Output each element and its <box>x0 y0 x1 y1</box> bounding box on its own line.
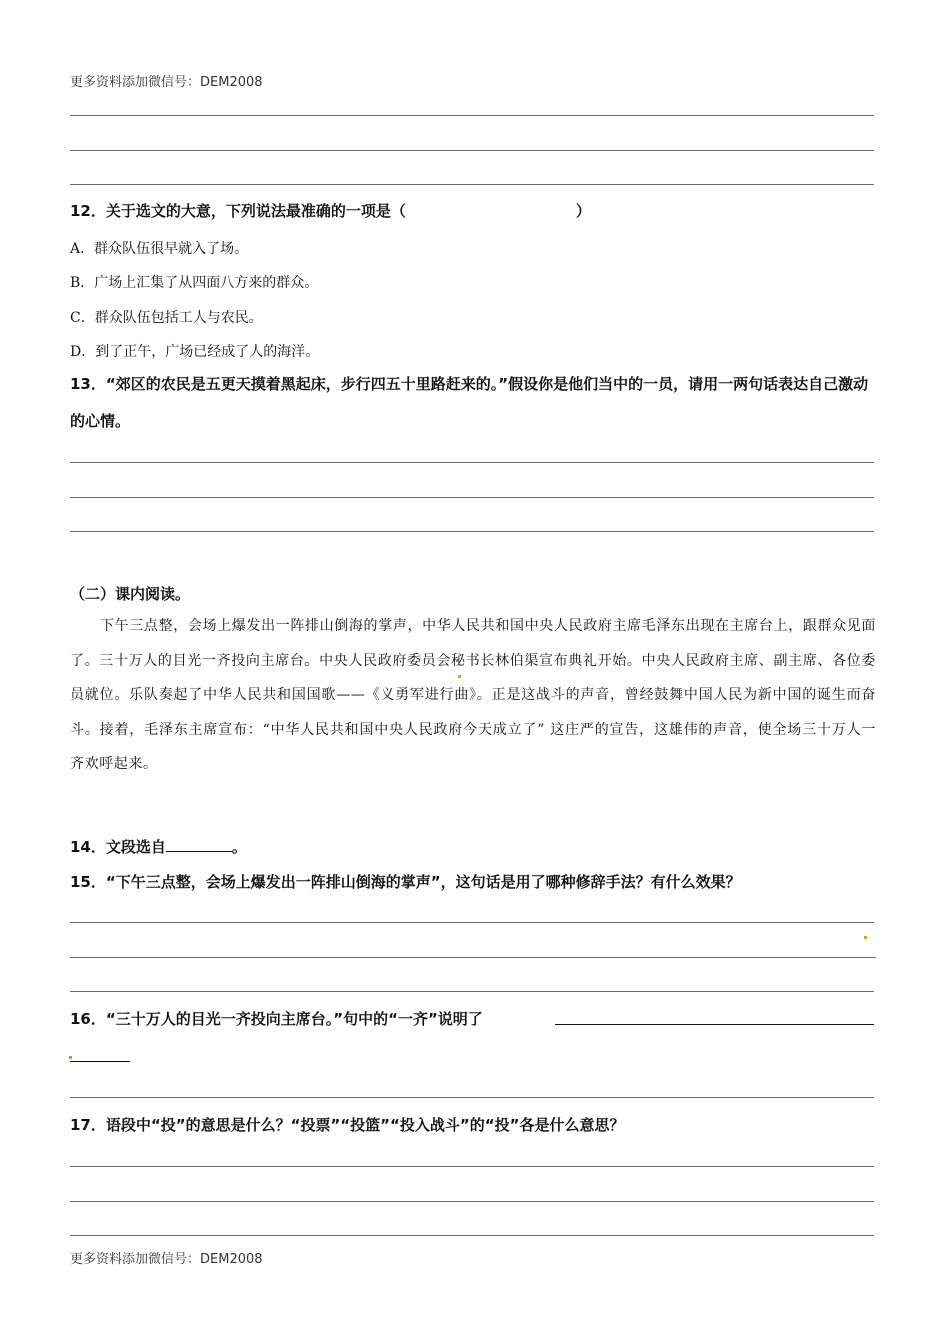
answer-line[interactable] <box>70 150 874 151</box>
answer-line[interactable] <box>70 957 876 958</box>
option-c[interactable]: C．群众队伍包括工人与农民。 <box>70 310 263 326</box>
question-12 <box>70 193 876 230</box>
answer-line[interactable] <box>70 531 874 532</box>
section-title: （二）课内阅读。 <box>70 585 191 603</box>
option-d[interactable]: D．到了正午，广场已经成了人的海洋。 <box>70 344 320 360</box>
stray-mark <box>69 1056 72 1059</box>
question-16-stem: 16．“三十万人的目光一齐投向主席台。”句中的“一齐”说明了 <box>70 1010 483 1028</box>
question-16-answer-blank-continued[interactable] <box>70 1061 130 1062</box>
reading-passage <box>70 609 876 782</box>
answer-line[interactable] <box>70 497 874 498</box>
question-14-stem: 14．文段选自 <box>70 838 166 856</box>
question-16 <box>70 1001 876 1038</box>
answer-line[interactable] <box>70 1235 874 1236</box>
question-12-close: ） <box>575 202 591 220</box>
answer-line[interactable] <box>70 1201 874 1202</box>
stray-mark <box>458 675 461 678</box>
answer-line[interactable] <box>70 991 874 992</box>
option-b[interactable]: B．广场上汇集了从四面八方来的群众。 <box>70 275 319 291</box>
answer-line[interactable] <box>70 115 874 116</box>
answer-line[interactable] <box>70 1097 874 1098</box>
answer-line[interactable] <box>70 1166 874 1167</box>
answer-line[interactable] <box>70 462 874 463</box>
page-header: 更多资料添加微信号：DEM2008 <box>70 75 263 90</box>
question-14-end: 。 <box>231 838 247 856</box>
page-footer: 更多资料添加微信号：DEM2008 <box>70 1252 263 1267</box>
stray-mark <box>864 936 867 939</box>
question-14 <box>70 829 876 866</box>
question-16-answer-blank[interactable] <box>555 1024 874 1025</box>
answer-line[interactable] <box>70 922 874 923</box>
option-a[interactable]: A．群众队伍很早就入了场。 <box>70 241 249 257</box>
answer-line[interactable] <box>70 184 874 185</box>
question-13: 13．“郊区的农民是五更天摸着黑起床，步行四五十里路赶来的。”假设你是他们当中的一员，请用一两句话表达自己激动的心情。 <box>70 375 869 430</box>
question-17: 17．语段中“投”的意思是什么？“投票”“投篮”“投入战斗”的“投”各是什么意思？ <box>70 1116 625 1134</box>
passage-text: 下午三点整，会场上爆发出一阵排山倒海的掌声，中华人民共和国中央人民政府主席毛泽东出现在主席台上，跟群众见面了。三十万人的目光一齐投向主席台。中央人民政府委员会秘书长林伯渠宣布典礼开始。中央人民政府主席、副主席、各位委员就位。乐队奏起了中华人民共和国国歌——《义勇军进行曲》。正是这战斗的声音，曾经鼓舞中国人民为新中国的诞生而奋斗。接着，毛泽东主席宣布：“中华人民共和国中央人民政府今天成立了” 这庄严的宣告，这雄伟的声音，使全场三十万人一齐欢呼起来。 <box>70 618 876 772</box>
question-15: 15．“下午三点整，会场上爆发出一阵排山倒海的掌声”，这句话是用了哪种修辞手法？有什么效果？ <box>70 873 741 891</box>
question-12-stem: 12．关于选文的大意，下列说法最准确的一项是（ <box>70 202 406 220</box>
question-14-answer-blank[interactable] <box>166 835 232 852</box>
